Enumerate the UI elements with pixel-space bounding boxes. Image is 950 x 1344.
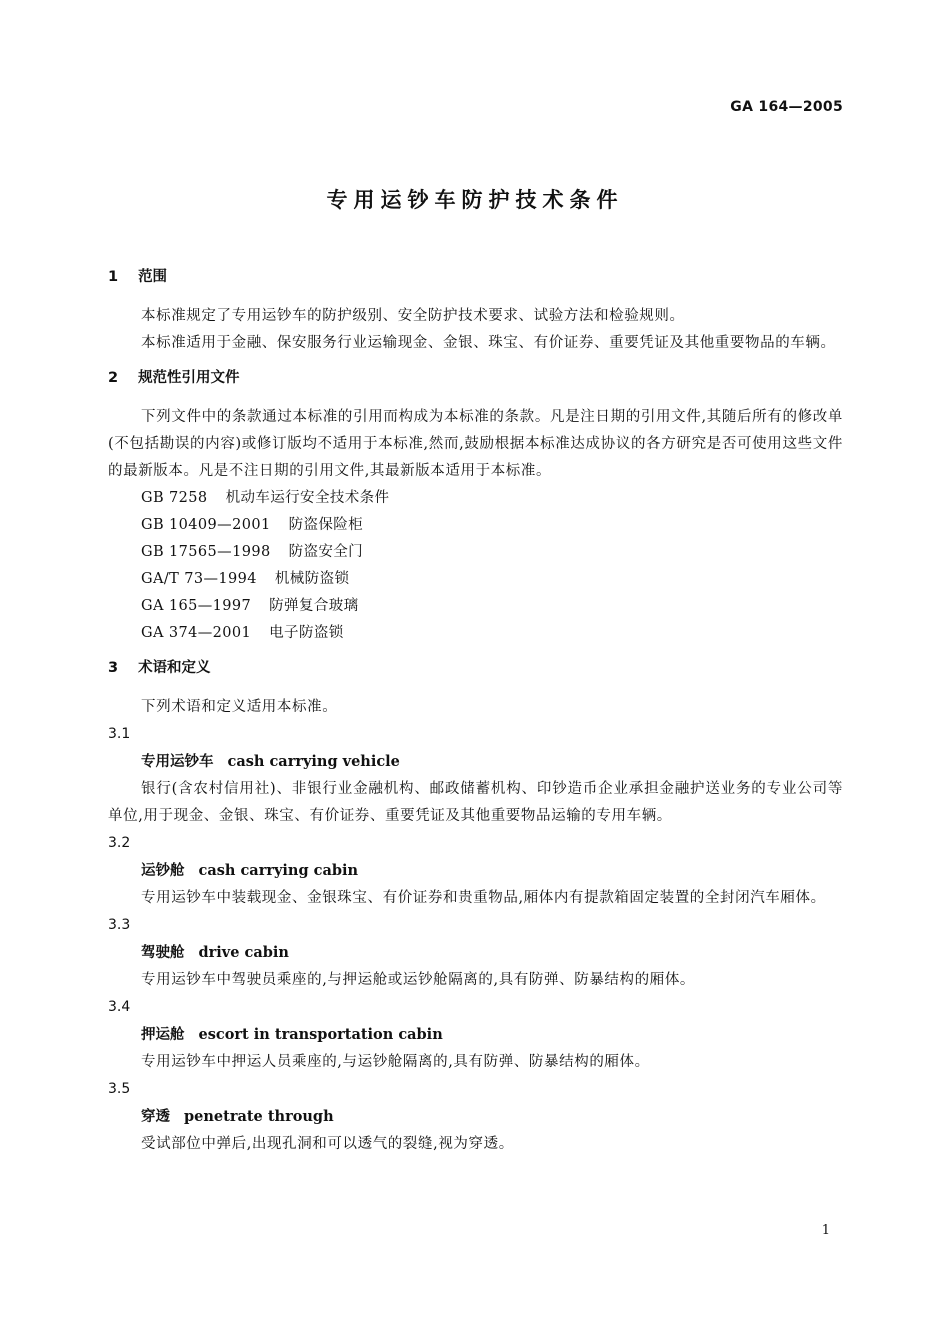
reference-code: GB 10409—2001 bbox=[141, 517, 271, 533]
reference-name: 防盗安全门 bbox=[288, 544, 364, 560]
section-heading-terms-definitions bbox=[108, 655, 843, 682]
reference-name: 电子防盗锁 bbox=[269, 625, 344, 641]
reference-item bbox=[108, 620, 843, 647]
paragraph: 下列术语和定义适用本标准。 bbox=[141, 699, 338, 715]
section-title: 规范性引用文件 bbox=[138, 370, 240, 386]
term-definition: 专用运钞车中装载现金、金银珠宝、有价证券和贵重物品,厢体内有提款箱固定装置的全封闭汽车厢体。 bbox=[141, 890, 826, 906]
term-english: penetrate through bbox=[184, 1108, 334, 1125]
term-chinese: 运钞舱 bbox=[141, 863, 185, 879]
reference-name: 机械防盗锁 bbox=[274, 571, 350, 587]
term-number: 3.5 bbox=[108, 1081, 131, 1097]
term-english: cash carrying vehicle bbox=[227, 753, 400, 770]
reference-code: GB 17565—1998 bbox=[141, 544, 271, 560]
document-title: 专用运钞车防护技术条件 bbox=[326, 188, 624, 212]
term-title bbox=[108, 1103, 843, 1131]
reference-code: GB 7258 bbox=[141, 490, 208, 506]
section-heading-scope bbox=[108, 264, 843, 291]
reference-item bbox=[108, 485, 843, 512]
term-number: 3.2 bbox=[108, 835, 131, 851]
reference-name: 防盗保险柜 bbox=[288, 517, 364, 533]
page-number: 1 bbox=[821, 1223, 830, 1238]
term-definition: 专用运钞车中驾驶员乘座的,与押运舱或运钞舱隔离的,具有防弹、防暴结构的厢体。 bbox=[141, 972, 696, 988]
section-title: 术语和定义 bbox=[138, 660, 211, 676]
term-definition: 银行(含农村信用社)、非银行业金融机构、邮政储蓄机构、印钞造币企业承担金融护送业务的专业公司等单位,用于现金、金银、珠宝、有价证券、重要凭证及其他重要物品运输的专用车辆。 bbox=[108, 781, 843, 824]
paragraph: 本标准适用于金融、保安服务行业运输现金、金银、珠宝、有价证券、重要凭证及其他重要物品的车辆。 bbox=[141, 335, 836, 351]
term-definition: 专用运钞车中押运人员乘座的,与运钞舱隔离的,具有防弹、防暴结构的厢体。 bbox=[141, 1054, 650, 1070]
section-heading-normative-references bbox=[108, 365, 843, 392]
term-chinese: 穿透 bbox=[141, 1109, 170, 1125]
reference-code: GA 165—1997 bbox=[141, 598, 252, 614]
term-english: cash carrying cabin bbox=[198, 862, 359, 879]
section-title: 范围 bbox=[138, 269, 168, 285]
term-number: 3.4 bbox=[108, 999, 131, 1015]
term-number: 3.3 bbox=[108, 917, 131, 933]
section-number: 2 bbox=[108, 370, 119, 386]
section-number: 1 bbox=[108, 269, 119, 285]
reference-item bbox=[108, 512, 843, 539]
term-english: escort in transportation cabin bbox=[198, 1026, 443, 1043]
term-number: 3.1 bbox=[108, 726, 131, 742]
reference-item bbox=[108, 539, 843, 566]
reference-name: 防弹复合玻璃 bbox=[269, 598, 359, 614]
term-english: drive cabin bbox=[198, 944, 289, 961]
term-title bbox=[108, 748, 843, 776]
reference-item bbox=[108, 566, 843, 593]
paragraph: 下列文件中的条款通过本标准的引用而构成为本标准的条款。凡是注日期的引用文件,其随后所有的修改单(不包括勘误的内容)或修订版均不适用于本标准,然而,鼓励根据本标准达成协议的各方研究是否可使用这些文件的最新版本。凡是不注日期的引用文件,其最新版本适用于本标准。 bbox=[108, 409, 843, 479]
term-definition: 受试部位中弹后,出现孔洞和可以透气的裂缝,视为穿透。 bbox=[141, 1136, 514, 1152]
term-chinese: 驾驶舱 bbox=[141, 945, 185, 961]
document-body bbox=[108, 264, 843, 1158]
reference-code: GA 374—2001 bbox=[141, 625, 252, 641]
term-title bbox=[108, 939, 843, 967]
section-number: 3 bbox=[108, 660, 119, 676]
term-title bbox=[108, 1021, 843, 1049]
reference-item bbox=[108, 593, 843, 620]
reference-code: GA/T 73—1994 bbox=[141, 571, 257, 587]
term-title bbox=[108, 857, 843, 885]
reference-name: 机动车运行安全技术条件 bbox=[225, 490, 390, 506]
term-chinese: 押运舱 bbox=[141, 1027, 185, 1043]
term-chinese: 专用运钞车 bbox=[141, 754, 214, 770]
paragraph: 本标准规定了专用运钞车的防护级别、安全防护技术要求、试验方法和检验规则。 bbox=[141, 308, 685, 324]
document-code: GA 164—2005 bbox=[730, 99, 843, 115]
